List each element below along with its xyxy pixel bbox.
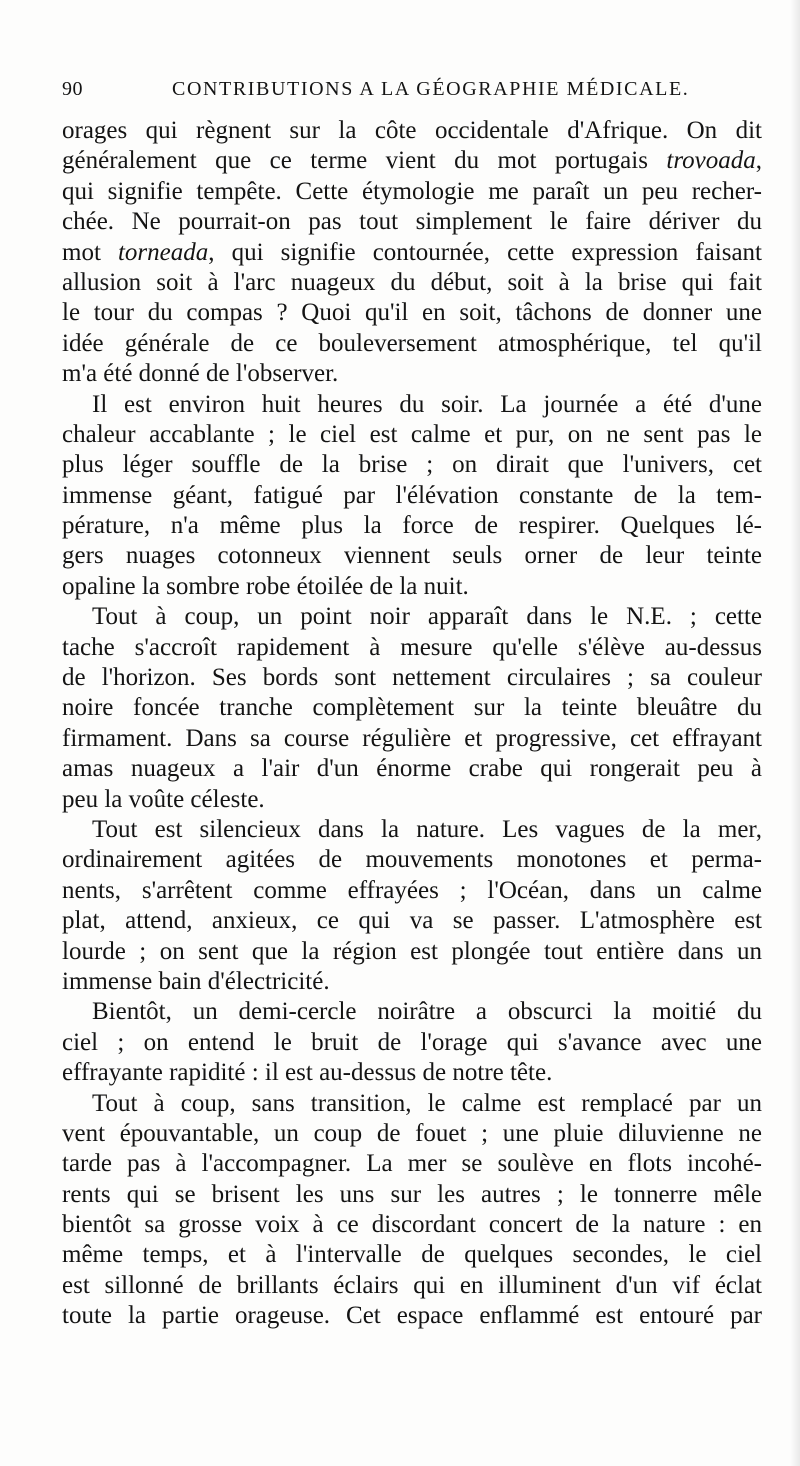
text-line: vent épouvantable, un coup de fouet ; une pluie diluvienne ne <box>62 1119 762 1147</box>
text-line: bientôt sa grosse voix à ce discordant concert de la nature : en <box>62 1211 762 1239</box>
text-line: firmament. Dans sa course régulière et progressive, cet effrayant <box>62 724 762 752</box>
text-line: immense bain d'électricité. <box>62 967 330 995</box>
text-line: idée générale de ce bouleversement atmosphérique, tel qu'il <box>62 329 762 357</box>
text-line: noire foncée tranche complètement sur la teinte bleuâtre du <box>62 694 762 722</box>
text-line: le tour du compas ? Quoi qu'il en soit, tâchons de donner une <box>62 299 762 327</box>
italic-term: torneada <box>117 238 209 266</box>
text-line: pérature, n'a même plus la force de respirer. Quelques lé- <box>62 512 762 540</box>
text-line: est sillonné de brillants éclairs qui en illuminent d'un vif éclat <box>62 1271 762 1299</box>
text-line: allusion soit à l'arc nuageux du début, soit à la brise qui fait <box>62 268 762 296</box>
text-line: nents, s'arrêtent comme effrayées ; l'Océan, dans un calme <box>62 876 762 904</box>
text-line: gers nuages cotonneux viennent seuls orner de leur teinte <box>62 542 762 570</box>
text-line: plus léger souffle de la brise ; on dirait que l'univers, cet <box>62 451 762 479</box>
text-line: de l'horizon. Ses bords sont nettement circulaires ; sa couleur <box>62 664 762 692</box>
text-line: tache s'accroît rapidement à mesure qu'elle s'élève au-dessus <box>62 633 762 661</box>
text-line: peu la voûte céleste. <box>62 785 265 813</box>
text-line: orages qui règnent sur la côte occidentale d'Afrique. On dit <box>62 117 762 144</box>
text-line: tarde pas à l'accompagner. La mer se soulève en flots incohé- <box>62 1150 762 1178</box>
text-line: rents qui se brisent les uns sur les autres ; le tonnerre mêle <box>62 1180 762 1208</box>
text-line: généralement que ce terme vient du mot portugais trovoada, <box>62 147 762 175</box>
page-number: 90 <box>62 78 83 100</box>
text-line: qui signifie tempête. Cette étymologie me paraît un peu recher- <box>62 177 762 205</box>
text-line: plat, attend, anxieux, ce qui va se passer. L'atmosphère est <box>62 907 762 935</box>
page-header <box>62 78 762 108</box>
text-line: chaleur accablante ; le ciel est calme et pur, on ne sent pas le <box>62 420 762 448</box>
italic-term: trovoada <box>666 147 756 175</box>
text-line: Bientôt, un demi-cercle noirâtre a obscurci la moitié du <box>92 998 762 1026</box>
text-line: même temps, et à l'intervalle de quelques secondes, le ciel <box>62 1241 762 1269</box>
body-text <box>62 116 762 1332</box>
text-line: opaline la sombre robe étoilée de la nuit. <box>62 572 469 600</box>
text-line: chée. Ne pourrait-on pas tout simplement le faire dériver du <box>62 208 762 236</box>
text-line: ordinairement agitées de mouvements monotones et perma- <box>62 846 762 874</box>
text-line: amas nuageux a l'air d'un énorme crabe qui rongerait peu à <box>62 755 762 783</box>
text-line: immense géant, fatigué par l'élévation constante de la tem- <box>62 481 762 509</box>
text-line: mot torneada, qui signifie contournée, cette expression faisant <box>62 238 762 266</box>
scan-edge-shadow <box>790 0 800 1466</box>
running-title: CONTRIBUTIONS A LA GÉOGRAPHIE MÉDICALE. <box>172 78 690 100</box>
text-line: effrayante rapidité : il est au-dessus de notre tête. <box>62 1059 553 1087</box>
text-line: lourde ; on sent que la région est plongée tout entière dans un <box>62 937 762 965</box>
text-line: ciel ; on entend le bruit de l'orage qui s'avance avec une <box>62 1028 762 1056</box>
text-line: toute la partie orageuse. Cet espace enflammé est entouré par <box>62 1302 762 1330</box>
text-line: Tout à coup, un point noir apparaît dans le N.E. ; cette <box>92 603 762 631</box>
text-line: Tout est silencieux dans la nature. Les vagues de la mer, <box>92 815 762 843</box>
text-line: m'a été donné de l'observer. <box>62 360 339 388</box>
text-line: Il est environ huit heures du soir. La journée a été d'une <box>92 390 762 418</box>
text-line: Tout à coup, sans transition, le calme est remplacé par un <box>92 1089 762 1117</box>
